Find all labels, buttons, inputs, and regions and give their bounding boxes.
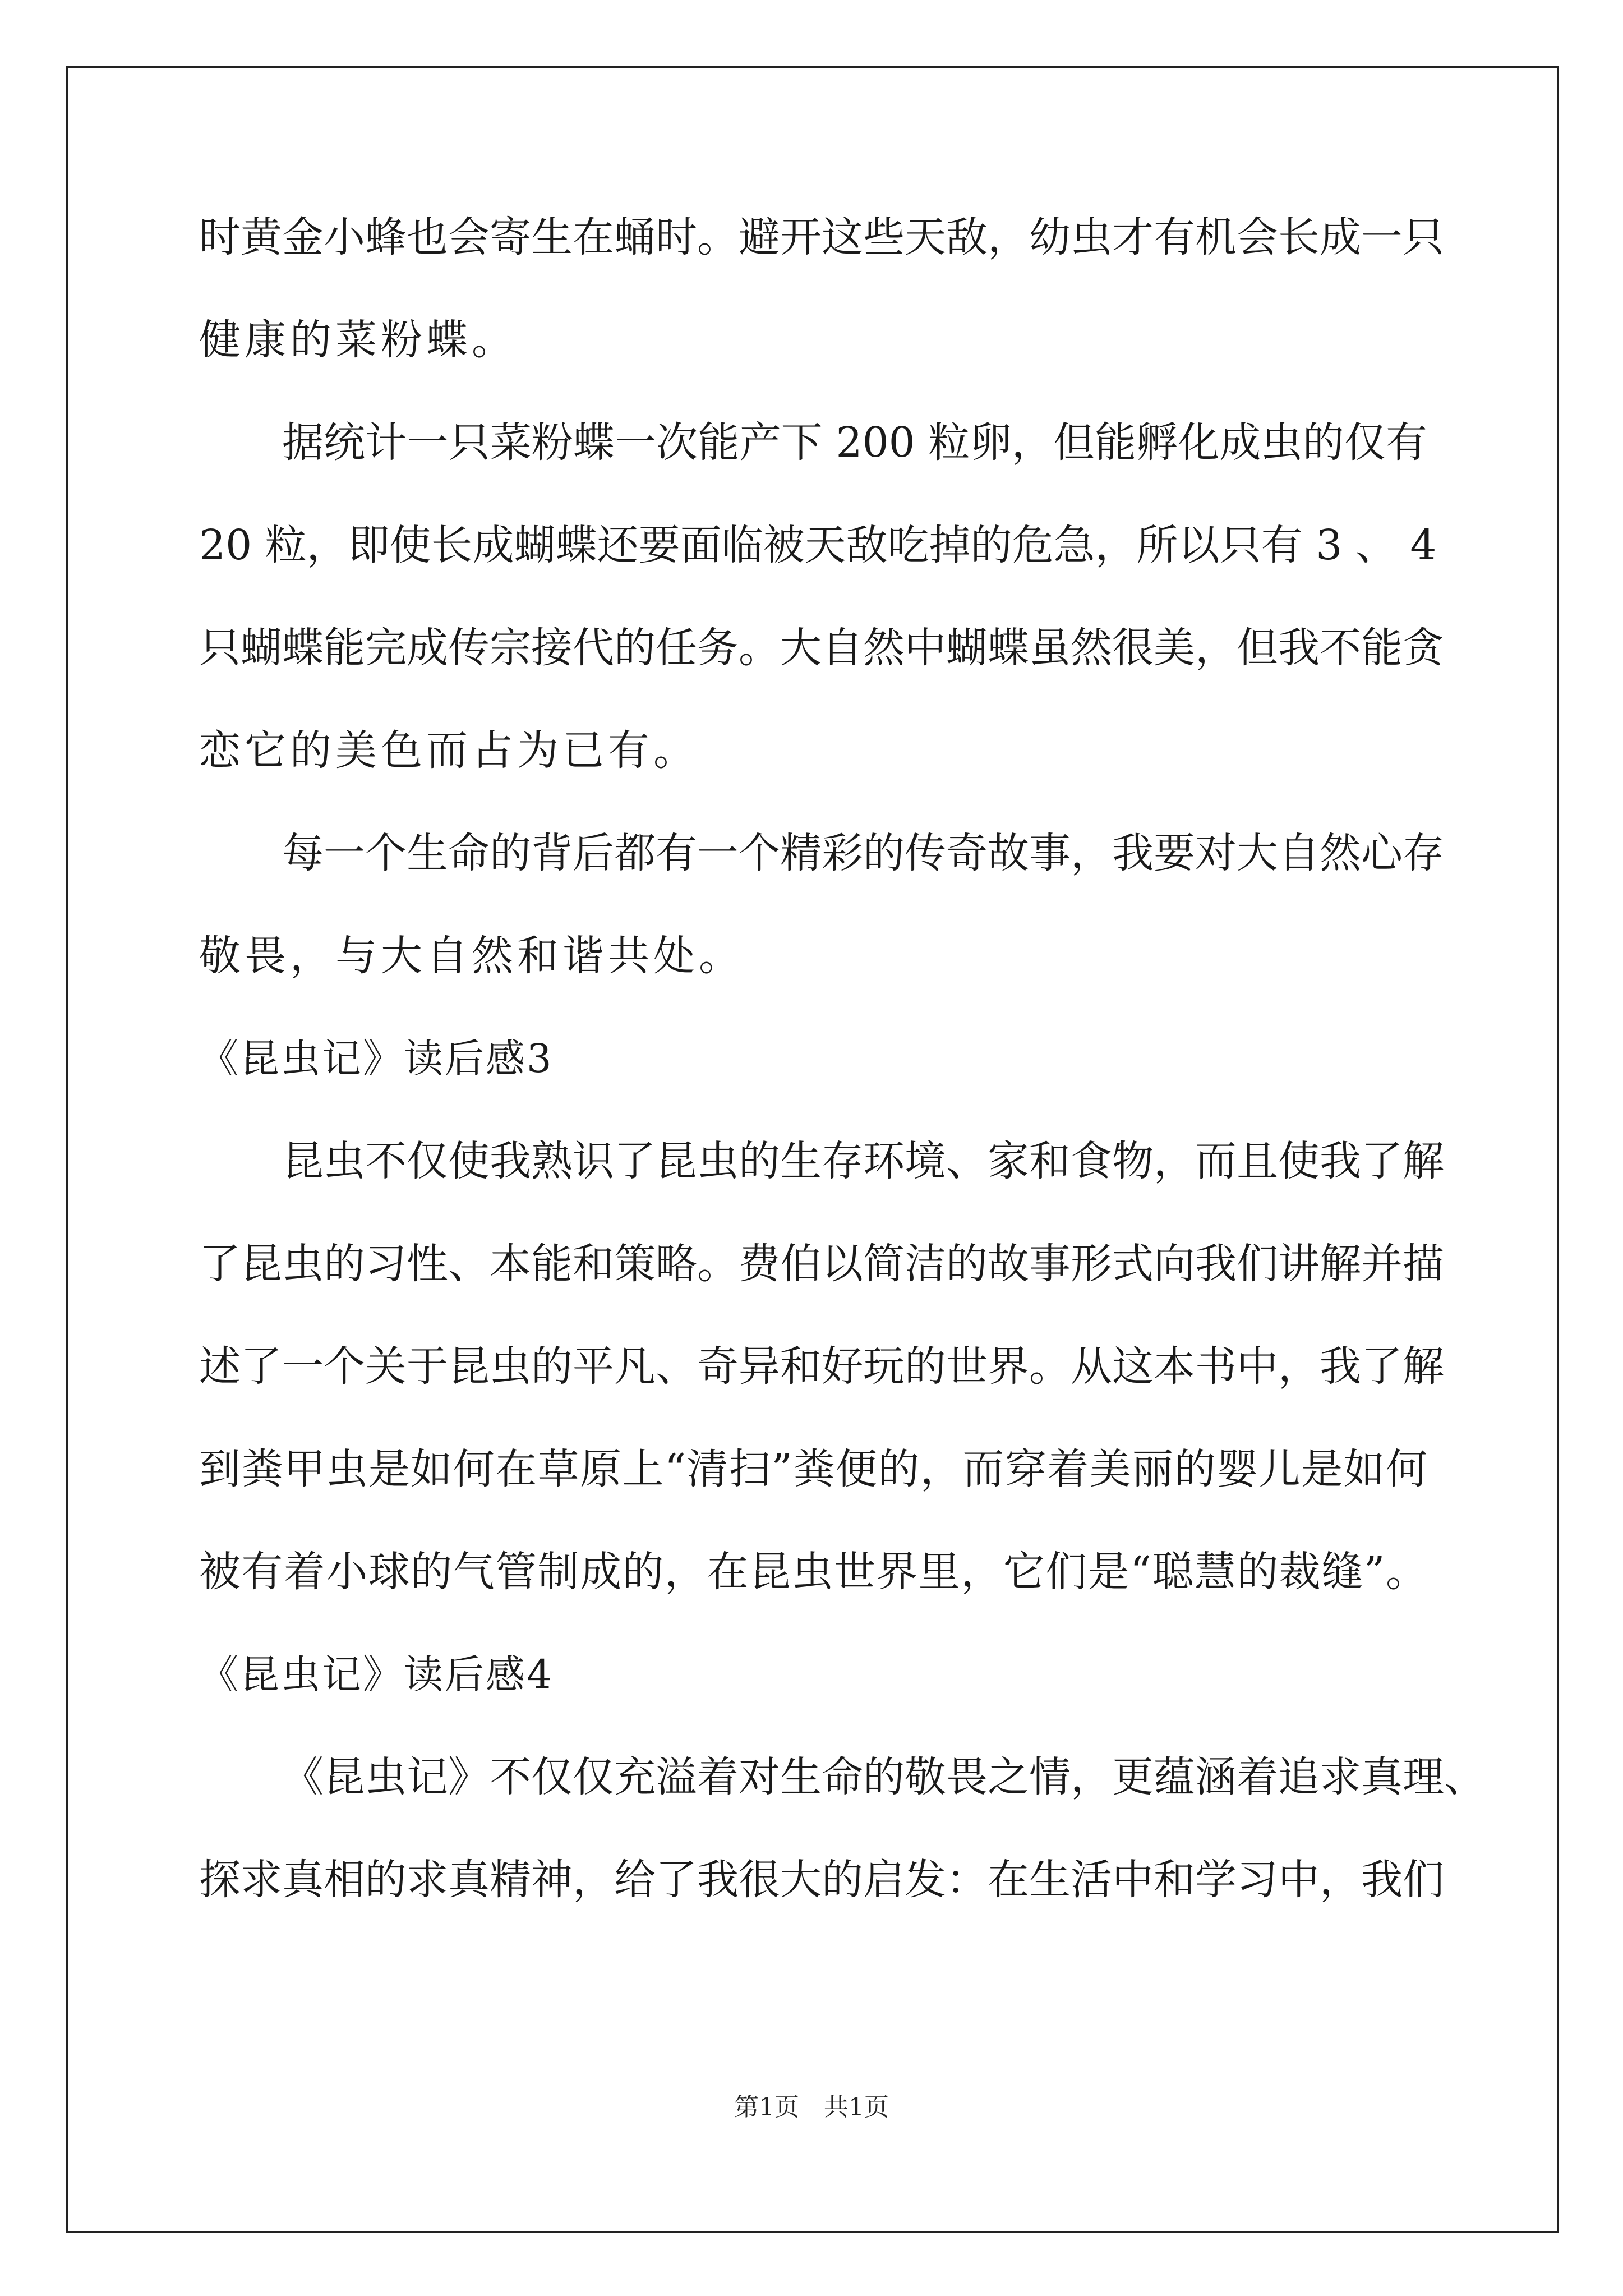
text-line: 到粪甲虫是如何在草原上“清扫”粪便的，而穿着美丽的婴儿是如何 <box>199 1445 1427 1493</box>
text-line: 敬畏，与大自然和谐共处。 <box>199 932 744 980</box>
text-line: 20 粒，即使长成蝴蝶还要面临被天敌吃掉的危急，所以只有 3 、 4 <box>199 521 1437 569</box>
text-line: 《昆虫记》不仅仅充溢着对生命的敬畏之情，更蕴涵着追求真理、 <box>282 1753 1486 1801</box>
text-line: 昆虫不仅使我熟识了昆虫的生存环境、家和食物，而且使我了解 <box>282 1137 1444 1185</box>
text-line: 健康的菜粉蝶。 <box>199 316 517 364</box>
text-line: 被有着小球的气管制成的，在昆虫世界里，它们是“聪慧的裁缝”。 <box>199 1548 1427 1596</box>
text-line: 探求真相的求真精神，给了我很大的启发：在生活中和学习中，我们 <box>199 1856 1444 1904</box>
text-line: 述了一个关于昆虫的平凡、奇异和好玩的世界。从这本书中，我了解 <box>199 1342 1444 1391</box>
text-line: 据统计一只菜粉蝶一次能产下 200 粒卵，但能孵化成虫的仅有 <box>282 418 1427 467</box>
text-line: 了昆虫的习性、本能和策略。费伯以简洁的故事形式向我们讲解并描 <box>199 1240 1444 1288</box>
text-line: 每一个生命的背后都有一个精彩的传奇故事，我要对大自然心存 <box>282 829 1444 877</box>
section-heading: 《昆虫记》读后感4 <box>199 1651 554 1697</box>
document-body <box>199 209 1486 1954</box>
text-line: 时黄金小蜂也会寄生在蛹时。避开这些天敌，幼虫才有机会长成一只 <box>199 213 1444 261</box>
text-line: 只蝴蝶能完成传宗接代的任务。大自然中蝴蝶虽然很美，但我不能贪 <box>199 624 1444 672</box>
section-heading: 《昆虫记》读后感3 <box>199 1036 554 1082</box>
page-number-footer: 第1页 共1页 <box>734 2093 889 2122</box>
text-line: 恋它的美色而占为已有。 <box>199 726 699 775</box>
